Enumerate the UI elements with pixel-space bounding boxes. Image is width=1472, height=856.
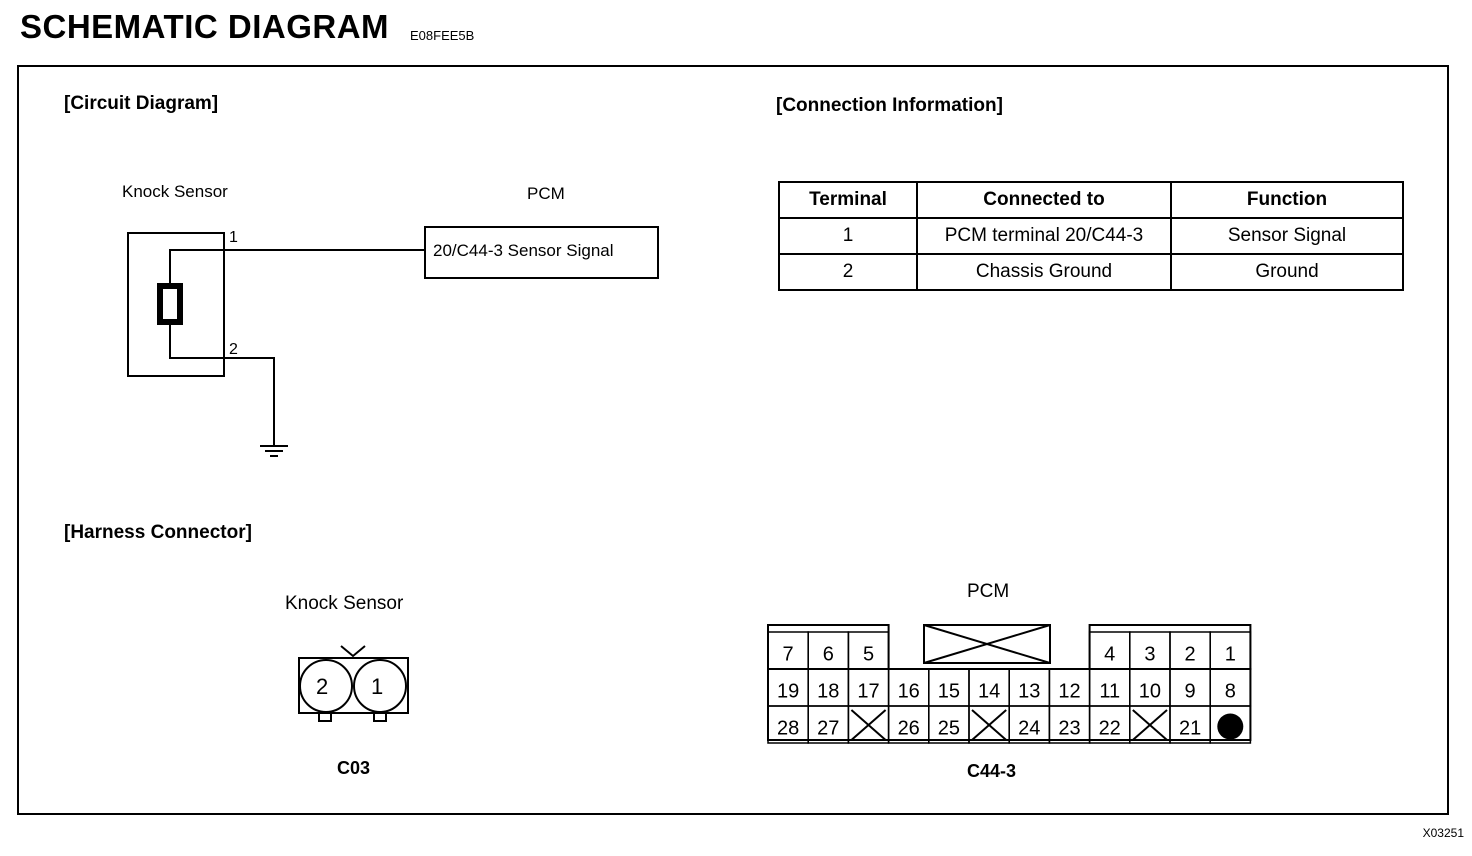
pin-number: 4 xyxy=(1104,643,1116,666)
cell-terminal: 1 xyxy=(779,218,917,254)
table-row xyxy=(779,254,1403,290)
pin-number: 24 xyxy=(1018,717,1041,740)
harness-connector-heading: [Harness Connector] xyxy=(64,522,252,543)
pin-number: 7 xyxy=(782,643,794,666)
table-row xyxy=(779,218,1403,254)
circuit-knock-sensor-label: Knock Sensor xyxy=(122,182,228,201)
header-function: Function xyxy=(1171,182,1403,218)
cell-connected-to: Chassis Ground xyxy=(917,254,1171,290)
pcm-connector-id: C44-3 xyxy=(967,761,1017,781)
pin-number: 16 xyxy=(897,680,920,703)
pin-number: 19 xyxy=(776,680,800,703)
figure-id: X03251 xyxy=(1422,826,1464,840)
cell-terminal: 2 xyxy=(779,254,917,290)
pcm-c44-3-connector xyxy=(768,625,1250,743)
plugged-cavity-icon xyxy=(1217,714,1243,740)
pin-number: 27 xyxy=(817,717,840,740)
pin-number: 6 xyxy=(822,643,834,666)
pin-number: 13 xyxy=(1018,680,1041,703)
ground-wire xyxy=(224,358,274,446)
knock-pin-1-label: 1 xyxy=(371,674,384,699)
sensor-internal-wire-bottom xyxy=(170,325,224,358)
latch-icon xyxy=(341,646,365,656)
pin-number: 18 xyxy=(817,680,840,703)
pin-number: 28 xyxy=(776,717,800,740)
pin-number: 25 xyxy=(937,717,961,740)
knock-pin-2-label: 2 xyxy=(316,674,329,699)
pin-number: 23 xyxy=(1058,717,1081,740)
pin-number: 2 xyxy=(1184,643,1196,666)
pin-number: 11 xyxy=(1099,680,1121,703)
connection-table xyxy=(778,181,1404,291)
knock-connector-id: C03 xyxy=(337,758,371,778)
pin-number: 15 xyxy=(937,680,961,703)
pin-number: 3 xyxy=(1144,643,1156,666)
circuit-diagram-heading: [Circuit Diagram] xyxy=(64,93,219,114)
pin-number: 21 xyxy=(1178,717,1202,740)
document-code: E08FEE5B xyxy=(410,28,475,43)
cell-function: Sensor Signal xyxy=(1171,218,1403,254)
pin-number: 1 xyxy=(1224,643,1236,666)
pin-number: 10 xyxy=(1138,680,1162,703)
pin-number: 17 xyxy=(857,680,880,703)
header-terminal: Terminal xyxy=(779,182,917,218)
harness-pcm-label: PCM xyxy=(967,581,1010,602)
page-title: SCHEMATIC DIAGRAM xyxy=(20,8,390,45)
pin-number: 22 xyxy=(1098,717,1121,740)
pin-number: 12 xyxy=(1058,680,1081,703)
pin-number: 9 xyxy=(1184,680,1196,703)
pin-number: 14 xyxy=(977,680,1001,703)
pin-number: 5 xyxy=(862,643,875,666)
pin-2-label: 2 xyxy=(229,341,238,358)
circuit-pcm-label: PCM xyxy=(527,184,565,203)
harness-knock-sensor-label: Knock Sensor xyxy=(285,593,404,614)
header-connected-to: Connected to xyxy=(917,182,1171,218)
pin-number: 26 xyxy=(897,717,920,740)
sensor-internal-wire-top xyxy=(170,250,224,283)
cell-connected-to: PCM terminal 20/C44-3 xyxy=(917,218,1171,254)
cell-function: Ground xyxy=(1171,254,1403,290)
pin-1-label: 1 xyxy=(229,229,238,246)
pin-number: 8 xyxy=(1224,680,1236,703)
ground-icon xyxy=(260,446,288,456)
pcm-box-text: 20/C44-3 Sensor Signal xyxy=(433,241,614,260)
connection-info-heading: [Connection Information] xyxy=(776,95,1003,116)
table-header-row xyxy=(779,182,1403,218)
